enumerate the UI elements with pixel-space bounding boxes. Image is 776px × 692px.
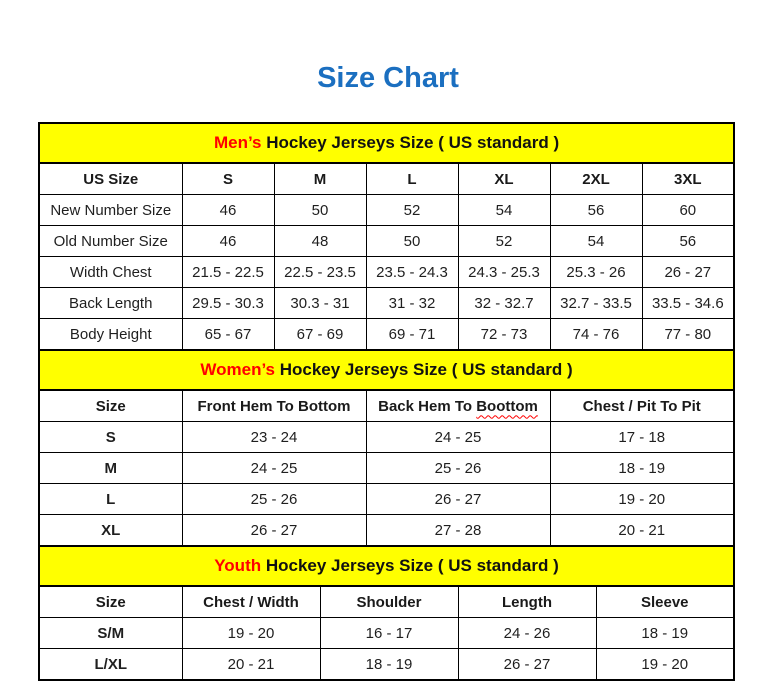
womens-size-table bbox=[38, 349, 735, 547]
value-cell: 24.3 - 25.3 bbox=[458, 257, 550, 288]
value-cell: 46 bbox=[182, 195, 274, 226]
value-cell: 56 bbox=[642, 226, 734, 257]
value-cell: 54 bbox=[550, 226, 642, 257]
value-cell: 19 - 20 bbox=[596, 649, 734, 681]
value-cell: 60 bbox=[642, 195, 734, 226]
value-cell: 22.5 - 23.5 bbox=[274, 257, 366, 288]
header-cell: Size bbox=[39, 390, 182, 422]
value-cell: 26 - 27 bbox=[458, 649, 596, 681]
mens-header-row bbox=[39, 163, 734, 195]
value-cell: 27 - 28 bbox=[366, 515, 550, 547]
value-cell: 18 - 19 bbox=[550, 453, 734, 484]
value-cell: 74 - 76 bbox=[550, 319, 642, 351]
header-cell: S bbox=[182, 163, 274, 195]
header-cell: Length bbox=[458, 586, 596, 618]
mens-section-title bbox=[39, 123, 734, 163]
value-cell: 33.5 - 34.6 bbox=[642, 288, 734, 319]
value-cell: 23.5 - 24.3 bbox=[366, 257, 458, 288]
table-row bbox=[39, 195, 734, 226]
womens-header-row bbox=[39, 390, 734, 422]
value-cell: 16 - 17 bbox=[320, 618, 458, 649]
value-cell: 24 - 26 bbox=[458, 618, 596, 649]
value-cell: 26 - 27 bbox=[366, 484, 550, 515]
value-cell: 46 bbox=[182, 226, 274, 257]
mens-section-banner bbox=[39, 123, 734, 163]
row-label: XL bbox=[39, 515, 182, 547]
row-label: Body Height bbox=[39, 319, 182, 351]
value-cell: 69 - 71 bbox=[366, 319, 458, 351]
header-cell: Size bbox=[39, 586, 182, 618]
value-cell: 26 - 27 bbox=[182, 515, 366, 547]
value-cell: 19 - 20 bbox=[550, 484, 734, 515]
value-cell: 77 - 80 bbox=[642, 319, 734, 351]
value-cell: 25 - 26 bbox=[182, 484, 366, 515]
row-label: New Number Size bbox=[39, 195, 182, 226]
value-cell: 48 bbox=[274, 226, 366, 257]
row-label: M bbox=[39, 453, 182, 484]
value-cell: 32 - 32.7 bbox=[458, 288, 550, 319]
value-cell: 24 - 25 bbox=[182, 453, 366, 484]
value-cell: 65 - 67 bbox=[182, 319, 274, 351]
page-title: Size Chart bbox=[317, 62, 459, 94]
table-row bbox=[39, 515, 734, 547]
value-cell: 20 - 21 bbox=[550, 515, 734, 547]
youth-header-row bbox=[39, 586, 734, 618]
header-cell: Back Hem To Boottom bbox=[366, 390, 550, 422]
header-cell: XL bbox=[458, 163, 550, 195]
value-cell: 30.3 - 31 bbox=[274, 288, 366, 319]
mens-size-table bbox=[38, 122, 735, 351]
table-row bbox=[39, 422, 734, 453]
table-row bbox=[39, 618, 734, 649]
value-cell: 72 - 73 bbox=[458, 319, 550, 351]
value-cell: 25.3 - 26 bbox=[550, 257, 642, 288]
table-row bbox=[39, 288, 734, 319]
size-chart bbox=[38, 122, 733, 681]
value-cell: 56 bbox=[550, 195, 642, 226]
youth-size-table bbox=[38, 545, 735, 681]
misspelled-word: Boottom bbox=[476, 397, 538, 415]
row-label: L bbox=[39, 484, 182, 515]
header-cell: M bbox=[274, 163, 366, 195]
value-cell: 21.5 - 22.5 bbox=[182, 257, 274, 288]
row-label: L/XL bbox=[39, 649, 182, 681]
youth-section-title bbox=[39, 546, 734, 586]
value-cell: 67 - 69 bbox=[274, 319, 366, 351]
womens-section-banner bbox=[39, 350, 734, 390]
value-cell: 50 bbox=[274, 195, 366, 226]
row-label: S bbox=[39, 422, 182, 453]
value-cell: 18 - 19 bbox=[320, 649, 458, 681]
value-cell: 52 bbox=[458, 226, 550, 257]
row-label: S/M bbox=[39, 618, 182, 649]
row-label: Old Number Size bbox=[39, 226, 182, 257]
table-row bbox=[39, 226, 734, 257]
value-cell: 29.5 - 30.3 bbox=[182, 288, 274, 319]
header-cell: Sleeve bbox=[596, 586, 734, 618]
header-cell: 2XL bbox=[550, 163, 642, 195]
row-label: Back Length bbox=[39, 288, 182, 319]
value-cell: 23 - 24 bbox=[182, 422, 366, 453]
value-cell: 31 - 32 bbox=[366, 288, 458, 319]
womens-section-title bbox=[39, 350, 734, 390]
youth-section-title-text: Hockey Jerseys Size ( US standard ) bbox=[261, 556, 559, 575]
womens-section-title-text: Hockey Jerseys Size ( US standard ) bbox=[275, 360, 573, 379]
mens-section-title-highlight: Men’s bbox=[213, 133, 262, 152]
table-row bbox=[39, 484, 734, 515]
header-cell: Front Hem To Bottom bbox=[182, 390, 366, 422]
header-cell: Chest / Width bbox=[182, 586, 320, 618]
value-cell: 19 - 20 bbox=[182, 618, 320, 649]
table-row bbox=[39, 453, 734, 484]
table-row bbox=[39, 649, 734, 681]
value-cell: 24 - 25 bbox=[366, 422, 550, 453]
youth-section-title-highlight: Youth bbox=[214, 556, 262, 575]
value-cell: 52 bbox=[366, 195, 458, 226]
value-cell: 32.7 - 33.5 bbox=[550, 288, 642, 319]
value-cell: 18 - 19 bbox=[596, 618, 734, 649]
table-row bbox=[39, 257, 734, 288]
youth-section-banner bbox=[39, 546, 734, 586]
header-cell: 3XL bbox=[642, 163, 734, 195]
value-cell: 54 bbox=[458, 195, 550, 226]
value-cell: 17 - 18 bbox=[550, 422, 734, 453]
mens-section-title-text: Hockey Jerseys Size ( US standard ) bbox=[261, 133, 560, 152]
header-cell: L bbox=[366, 163, 458, 195]
header-cell: US Size bbox=[39, 163, 182, 195]
row-label: Width Chest bbox=[39, 257, 182, 288]
table-row bbox=[39, 319, 734, 351]
value-cell: 20 - 21 bbox=[182, 649, 320, 681]
header-cell: Chest / Pit To Pit bbox=[550, 390, 734, 422]
value-cell: 26 - 27 bbox=[642, 257, 734, 288]
womens-section-title-highlight: Women’s bbox=[200, 360, 275, 379]
value-cell: 25 - 26 bbox=[366, 453, 550, 484]
header-cell: Shoulder bbox=[320, 586, 458, 618]
value-cell: 50 bbox=[366, 226, 458, 257]
